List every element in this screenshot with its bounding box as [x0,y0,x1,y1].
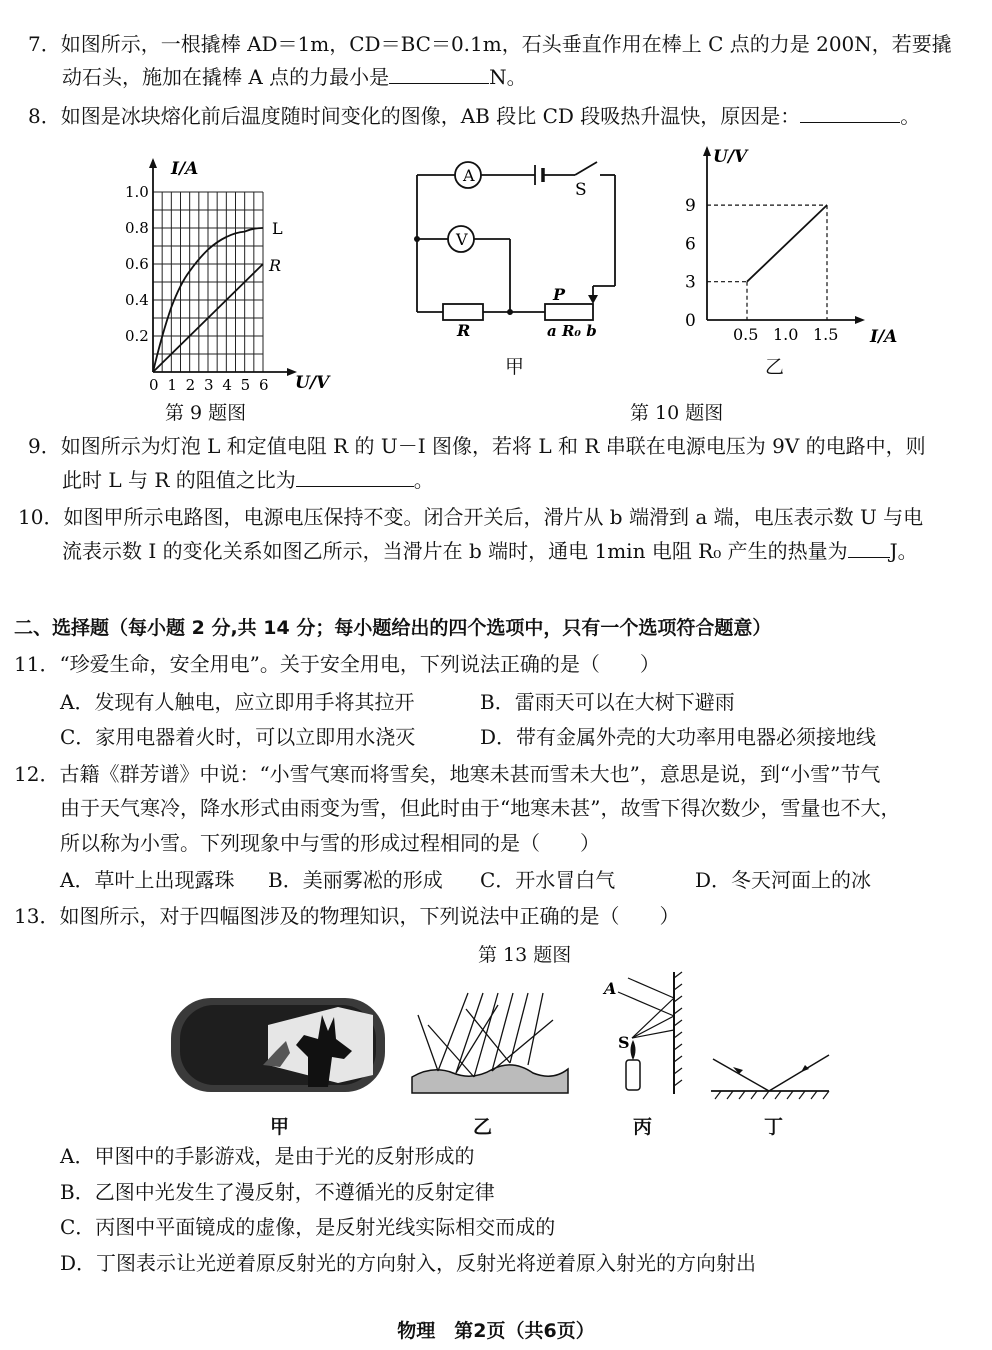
q8-line [28,102,920,130]
q7-line2 [62,63,527,91]
fig10-y-tick: 6 [685,234,696,255]
fig9-y-tick: 0.4 [125,291,149,309]
fig13-label-ding: 丁 [764,1116,784,1138]
q9-line2 [62,466,434,494]
fig10-axes [703,146,865,324]
fig10-x-arrow [855,316,865,324]
fig10-jia-label: 甲 [505,356,525,378]
fig9-x-tick: 5 [240,376,251,394]
q7-line2-text: 动石头，施加在撬棒 A 点的力最小是 [62,65,390,89]
resistor-label: R [457,321,471,340]
fig10-caption: 第 10 题图 [630,402,724,424]
fig9-x-tick: 4 [222,376,232,394]
fig10-ylabel: U/V [713,147,748,167]
rheostat-label: a R₀ b [547,322,597,340]
q8-text: 8．如图是冰块熔化前后温度随时间变化的图像，AB 段比 CD 段吸热升温快，原因是： [28,104,801,128]
q13-stem: 13．如图所示，对于四幅图涉及的物理知识，下列说法中正确的是（ ） [14,904,680,928]
q9-end: 。 [413,468,434,492]
fig10-y-tick: 3 [685,272,696,293]
q7-unit: N。 [489,65,527,89]
fig13-jia-hand-shadow [168,995,388,1095]
q12-option-c[interactable]: C．开水冒白气 [480,868,616,892]
fig13-bing-mirror [598,968,698,1098]
fig10-y-tick: 9 [685,196,696,217]
q13-fig-caption: 第 13 题图 [478,944,572,966]
fig9-grid [153,192,263,372]
fig10-circuit [405,150,630,340]
fig9-ticks [125,183,269,394]
fig9-y-tick: 0.6 [125,255,149,273]
fig9-x-tick: 2 [185,376,196,394]
fig13-bing-label-A: A [604,979,617,998]
fig10-y-tick: 0 [685,311,696,331]
fig13-ding-reflection [705,1045,835,1105]
q11-option-d[interactable]: D．带有金属外壳的大功率用电器必须接地线 [480,725,877,749]
fig9-caption: 第 9 题图 [165,402,247,424]
fig9-xlabel: U/V [295,373,330,393]
fig10-ticks [685,196,838,344]
q9-answer-blank[interactable] [296,466,414,487]
fig13-label-bing: 丙 [633,1116,653,1138]
q11-option-c[interactable]: C．家用电器着火时，可以立即用水浇灭 [60,725,416,749]
fig10-x-tick: 1.5 [813,325,839,344]
q12-option-b[interactable]: B．美丽雾凇的形成 [268,868,443,892]
fig9-x-tick: 6 [259,376,269,394]
voltmeter-label: V [456,230,468,249]
fig10-y-arrow [703,146,711,156]
fig9-y-tick: 0.2 [125,327,149,345]
q9-line2-text: 此时 L 与 R 的阻值之比为 [62,468,296,492]
fig9-x-tick: 1 [167,376,177,394]
q13-option-a[interactable]: A．甲图中的手影游戏，是由于光的反射形成的 [60,1144,475,1168]
q11-option-b[interactable]: B．雷雨天可以在大树下避雨 [480,690,735,714]
fig9-x-tick: 3 [204,376,214,394]
fig13-yi-diffuse [408,985,573,1100]
rheostat-R0 [545,304,593,320]
q10-line2-text: 流表示数 I 的变化关系如图乙所示，当滑片在 b 端时，通电 1min 电阻 R₀ 产生的热量为 [62,539,848,563]
q12-line3: 所以称为小雪。下列现象中与雪的形成过程相同的是（ ） [60,831,600,855]
q8-answer-blank[interactable] [800,102,900,123]
fig10-xlabel: I/A [870,327,898,345]
q12-option-a[interactable]: A．草叶上出现露珠 [60,868,235,892]
q8-end: 。 [900,104,921,128]
q13-option-b[interactable]: B．乙图中光发生了漫反射，不遵循光的反射定律 [60,1180,495,1204]
page-footer: 物理 第2页（共6页） [397,1320,595,1342]
q13-option-c[interactable]: C．丙图中平面镜成的虚像，是反射光线实际相交而成的 [60,1215,556,1239]
fig10-graph [665,140,910,345]
fig9-x-tick: 0 [149,376,159,394]
fig9-label-L: L [272,219,283,238]
fig10-yi-label: 乙 [765,356,785,378]
q10-answer-blank[interactable] [848,537,890,558]
fig13-bing-label-S: S [618,1033,630,1052]
fig9-graph [115,150,350,400]
ammeter-label: A [463,166,475,185]
fig9-y-arrow [149,158,157,168]
fig13-label-jia: 甲 [270,1116,290,1138]
q9-line1: 9．如图所示为灯泡 L 和定值电阻 R 的 U－I 图像，若将 L 和 R 串联在电源电压为 9V 的电路中，则 [28,434,926,458]
q7-answer-blank[interactable] [389,63,489,84]
q12-line1: 12．古籍《群芳谱》中说：“小雪气寒而将雪矣，地寒未甚而雪未大也”，意思是说，到“小雪”节气 [14,762,881,786]
switch-label: S [575,180,587,200]
q12-option-d[interactable]: D．冬天河面上的冰 [695,868,872,892]
q11-option-a[interactable]: A．发现有人触电，应立即用手将其拉开 [60,690,415,714]
fig10-series-line [747,205,827,282]
q10-unit: J。 [889,539,918,563]
fig9-y-tick: 1.0 [125,183,149,201]
q10-line1: 10．如图甲所示电路图，电源电压保持不变。闭合开关后，滑片从 b 端滑到 a 端，电压表示数 U 与电 [18,505,924,529]
resistor-R [443,304,483,320]
q10-line2 [62,537,918,565]
fig9-y-tick: 0.8 [125,219,149,237]
q13-option-d[interactable]: D．丁图表示让光逆着原反射光的方向射入，反射光将逆着原入射光的方向射出 [60,1251,757,1275]
q12-line2: 由于天气寒冷，降水形式由雨变为雪，但此时由于“地寒未甚”，故雪下得次数少，雪量也不大， [60,796,901,820]
fig9-label-R: R [269,256,282,275]
q7-line1: 7．如图所示，一根撬棒 AD＝1m，CD＝BC＝0.1m，石头垂直作用在棒上 C 点的力是 200N，若要撬 [28,32,952,56]
q11-stem: 11．“珍爱生命，安全用电”。关于安全用电，下列说法正确的是（ ） [14,652,660,676]
fig9-ylabel: I/A [171,159,199,179]
slider-label: P [553,285,566,304]
section2-heading: 二、选择题（每小题 2 分,共 14 分；每小题给出的四个选项中，只有一个选项符合题意） [14,617,772,639]
fig10-x-tick: 0.5 [733,325,759,344]
fig10-x-tick: 1.0 [773,325,799,344]
fig13-label-yi: 乙 [473,1116,493,1138]
